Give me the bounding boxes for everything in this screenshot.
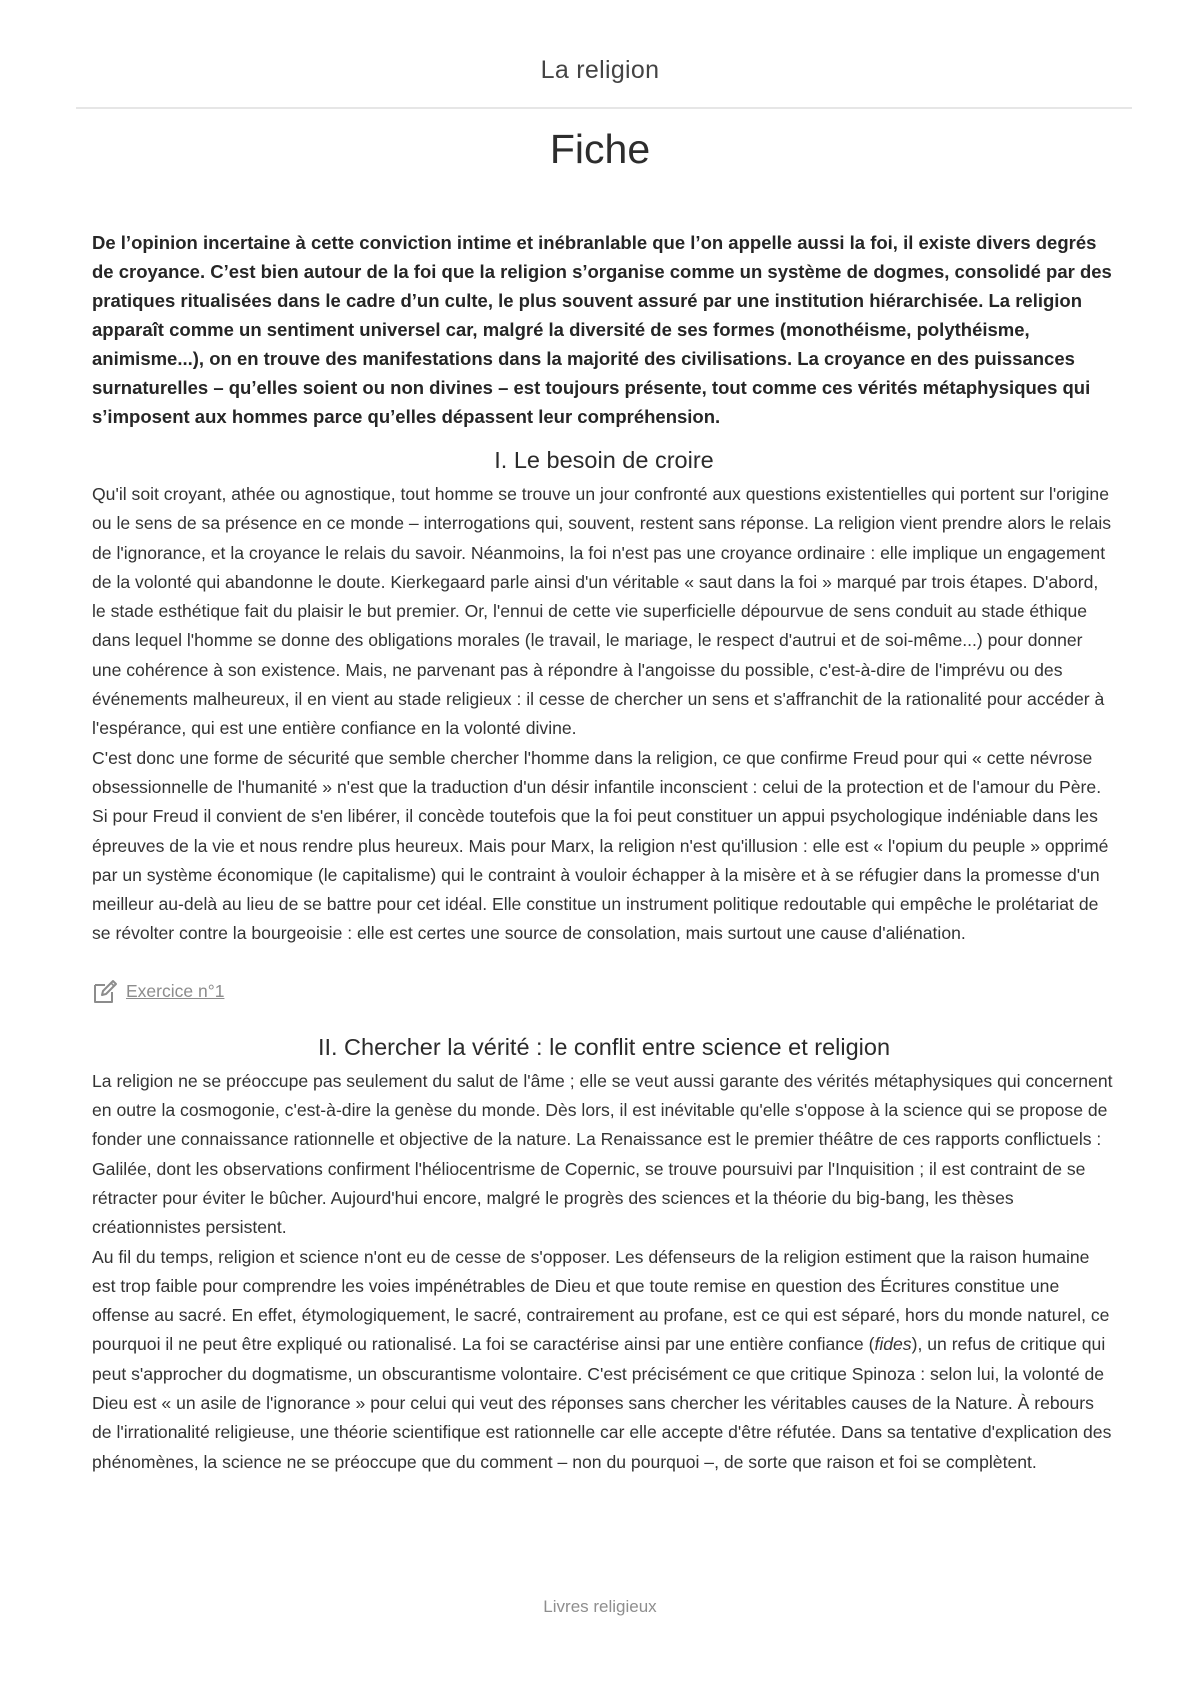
- header-divider: [76, 107, 1132, 109]
- section-heading-2: II. Chercher la vérité : le conflit entre science et religion: [317, 1033, 891, 1060]
- section1-paragraph-1: Qu'il soit croyant, athée ou agnostique, tout homme se trouve un jour confronté aux questions existentielles qui portent sur l'origine ou le sens de sa présence en ce monde – interrogations qui, souvent, restent sans réponse. La religion vient prendre alors le relais de l'ignorance, et la croyance le relais du savoir. Néanmoins, la foi n'est pas une croyance ordinaire : elle implique un engagement de la volonté qui abandonne le doute. Kierkegaard parle ainsi d'un véritable « saut dans la foi » marqué par trois étapes. D'abord, le stade esthétique fait du plaisir le but premier. Or, l'ennui de cette vie superficielle dépourvue de sens conduit au stade éthique dans lequel l'homme se donne des obligations morales (le travail, le mariage, le respect d'autrui et de soi-même...) pour donner une cohérence à son existence. Mais, ne parvenant pas à répondre à l'angoisse du possible, c'est-à-dire de l'imprévu ou des événements malheureux, il en vient au stade religieux : il cesse de chercher un sens et s'affranchit de la rationalité pour accéder à l'espérance, qui est une entière confiance en la volonté divine.: [92, 484, 1112, 739]
- edit-icon: [92, 979, 118, 1005]
- section1-paragraph-2: C'est donc une forme de sécurité que semble chercher l'homme dans la religion, ce que confirme Freud pour qui « cette névrose obsessionnelle de l'humanité » n'est que la traduction d'un désir infantile inconscient : celui de la protection et de l'amour du Père. Si pour Freud il convient de s'en libérer, il concède toutefois que la foi peut constituer un appui psychologique indéniable dans les épreuves de la vie et nous rendre plus heureux. Mais pour Marx, la religion n'est qu'illusion : elle est « l'opium du peuple » opprimé par un système économique (le capitalisme) qui le contraint à vouloir échapper à la misère et à se réfugier dans la promesse d'un meilleur au-delà au lieu de se battre pour cet idéal. Elle constitue un instrument politique redoutable qui empêche le prolétariat de se révolter contre la bourgeoisie : elle est certes une source de consolation, mais surtout une cause d'aliénation.: [92, 747, 1109, 944]
- document-body: [92, 228, 1116, 1477]
- page-header-title: La religion: [540, 56, 660, 84]
- section2-paragraph-2: [92, 1243, 1116, 1477]
- footer-label: Livres religieux: [543, 1597, 657, 1616]
- exercise-link-row[interactable]: [92, 976, 1116, 1008]
- document-title: Fiche: [549, 126, 651, 172]
- fides-term: fides: [874, 1334, 912, 1355]
- section2-paragraph-2-start: Au fil du temps, religion et science n'ont eu de cesse de s'opposer. Les défenseurs de la religion estiment que la raison humaine est trop faible pour comprendre les voies impénétrables de Dieu et que toute remise en question des Écritures constitue une offense au sacré. En effet, étymologiquement, le sacré, contrairement au profane, est ce qui est séparé, hors du monde naturel, ce pourquoi il ne peut être expliqué ou rationalisé. La foi se caractérise ainsi par une entière confiance (: [92, 1246, 1110, 1355]
- intro-paragraph: De l’opinion incertaine à cette conviction intime et inébranlable que l’on appelle aussi la foi, il existe divers degrés de croyance. C’est bien autour de la foi que la religion s’organise comme un système de dogmes, consolidé par des pratiques ritualisées dans le cadre d’un culte, le plus souvent assuré par une institution hiérarchisée. La religion apparaît comme un sentiment universel car, malgré la diversité de ses formes (monothéisme, polythéisme, animisme...), on en trouve des manifestations dans la majorité des civilisations. La croyance en des puissances surnaturelles – qu’elles soient ou non divines – est toujours présente, tout comme ces vérités métaphysiques qui s’imposent aux hommes parce qu’elles dépassent leur compréhension.: [92, 232, 1112, 427]
- exercise-link[interactable]: Exercice n°1: [126, 981, 225, 1002]
- section2-paragraph-2-end: ), un refus de critique qui peut s'approcher du dogmatisme, un obscurantisme volontaire. C'est précisément ce que critique Spinoza : selon lui, la volonté de Dieu est « un asile de l'ignorance » pour celui qui veut des réponses sans chercher les véritables causes de la Nature. À rebours de l'irrationalité religieuse, une théorie scientifique est rationnelle car elle accepte d'être réfutée. Dans sa tentative d'explication des phénomènes, la science ne se préoccupe que du comment – non du pourquoi –, de sorte que raison et foi se complètent.: [92, 1334, 1112, 1472]
- section2-paragraph-1: La religion ne se préoccupe pas seulement du salut de l'âme ; elle se veut aussi garante des vérités métaphysiques qui concernent en outre la cosmogonie, c'est-à-dire la genèse du monde. Dès lors, il est inévitable qu'elle s'oppose à la science qui se propose de fonder une connaissance rationnelle et objective de la nature. La Renaissance est le premier théâtre de ces rapports conflictuels : Galilée, dont les observations confirment l'héliocentrisme de Copernic, se trouve poursuivi par l'Inquisition ; il est contraint de se rétracter pour éviter le bûcher. Aujourd'hui encore, malgré le progrès des sciences et la théorie du big-bang, les thèses créationnistes persistent.: [92, 1070, 1113, 1238]
- section-heading-1: I. Le besoin de croire: [494, 447, 714, 473]
